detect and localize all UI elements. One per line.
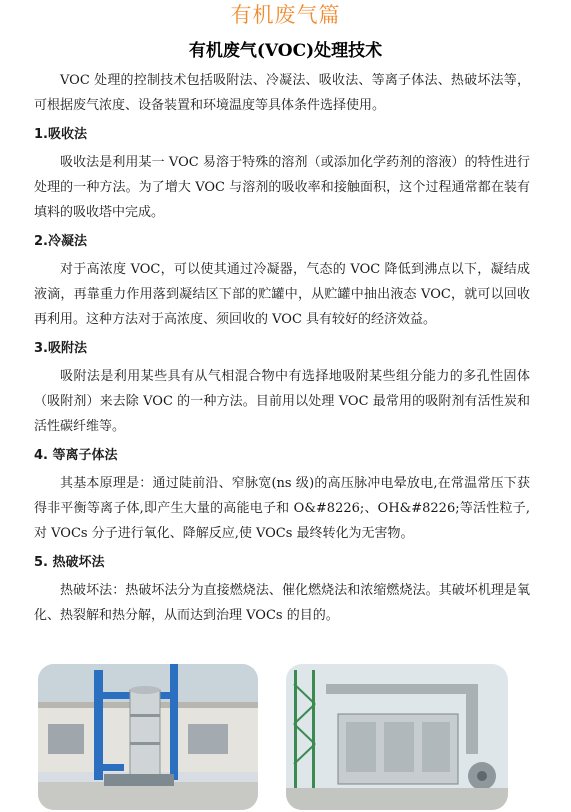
intro-paragraph: VOC 处理的控制技术包括吸附法、冷凝法、吸收法、等离子体法、热破坏法等，可根据废气浓度、设备装置和环境温度等具体条件选择使用。 <box>34 73 530 113</box>
section-heading: 1.吸收法 <box>34 127 87 142</box>
absorption-tower-photo <box>38 664 258 810</box>
section-paragraph: 对于高浓度 VOC，可以使其通过冷凝器，气态的 VOC 降低到沸点以下，凝结成液滴，再靠重力作用落到凝结区下部的贮罐中，从贮罐中抽出液态 VOC，就可以回收再利用。这种方法对于高浓度、须回收的 VOC 具有较好的经济效益。 <box>34 262 530 327</box>
section-paragraph: 吸收法是利用某一 VOC 易溶于特殊的溶剂（或添加化学药剂的溶液）的特性进行处理的一种方法。为了增大 VOC 与溶剂的吸收率和接触面积，这个过程通常都在装有填料的吸收塔中完成。 <box>34 155 530 220</box>
section-heading: 4. 等离子体法 <box>34 448 118 463</box>
page-title: 有机废气篇 <box>230 3 341 27</box>
section-paragraph: 其基本原理是：通过陡前沿、窄脉宽(ns 级)的高压脉冲电晕放电,在常温常压下获得非平衡等离子体,即产生大量的高能电子和 O&#8226;、OH&#8226;等活性粒子,对 VOCs 分子进行氧化、降解反应,使 VOCs 最终转化为无害物。 <box>34 476 530 541</box>
photo-row <box>38 664 508 810</box>
section-heading: 2.冷凝法 <box>34 234 87 249</box>
section-heading: 5. 热破坏法 <box>34 555 105 570</box>
document-title: 有机废气(VOC)处理技术 <box>188 41 383 61</box>
document-body <box>34 68 530 628</box>
treatment-equipment-photo <box>286 664 508 810</box>
section-paragraph: 热破坏法：热破坏法分为直接燃烧法、催化燃烧法和浓缩燃烧法。其破坏机理是氧化、热裂解和热分解，从而达到治理 VOCs 的目的。 <box>34 583 530 623</box>
section-heading: 3.吸附法 <box>34 341 87 356</box>
section-paragraph: 吸附法是利用某些具有从气相混合物中有选择地吸附某些组分能力的多孔性固体（吸附剂）来去除 VOC 的一种方法。目前用以处理 VOC 最常用的吸附剂有活性炭和活性碳纤维等。 <box>34 369 530 434</box>
